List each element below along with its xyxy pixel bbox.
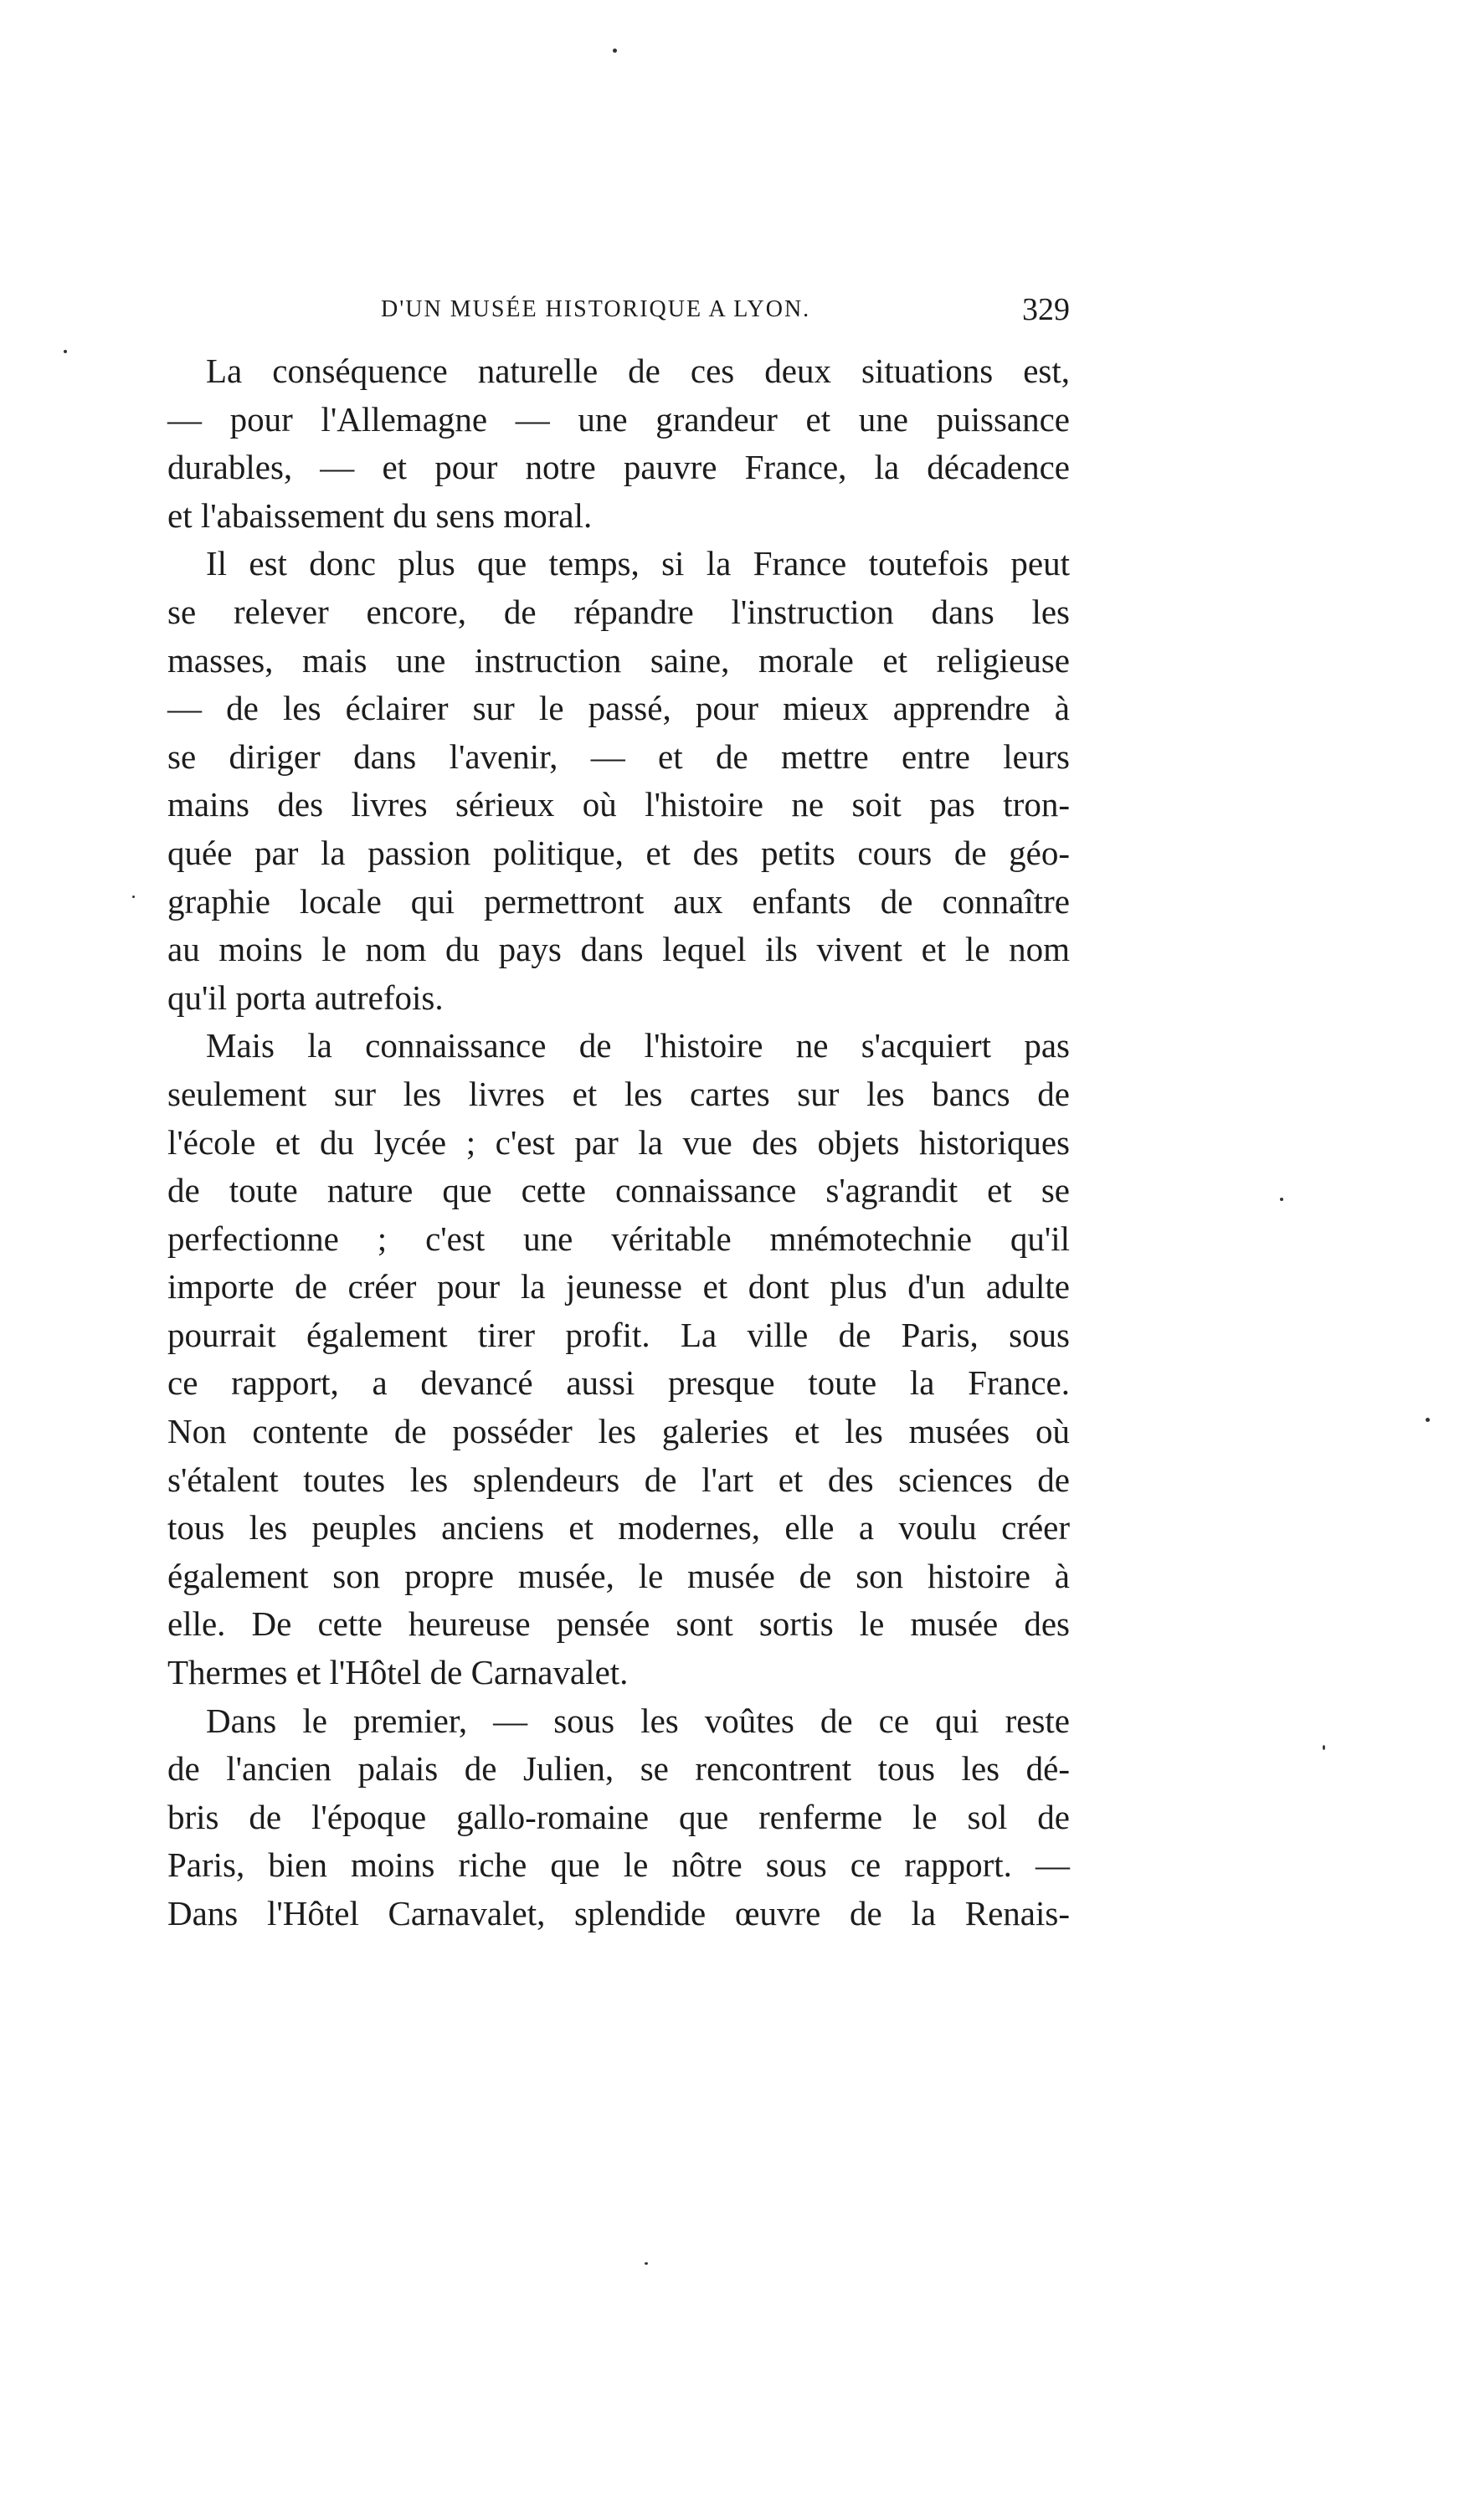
text-line: mains des livres sérieux où l'histoire ne soit pas tron-: [167, 785, 1070, 824]
paper-speck: [1280, 1198, 1283, 1201]
paper-speck: [64, 350, 67, 353]
text-line: — pour l'Allemagne — une grandeur et une puissance: [167, 399, 1070, 439]
paper-speck: [613, 49, 617, 53]
text-line: de l'ancien palais de Julien, se rencontrent tous les dé-: [167, 1749, 1070, 1789]
text-line: — de les éclairer sur le passé, pour mieux apprendre à: [167, 689, 1070, 728]
text-line: Dans l'Hôtel Carnavalet, splendide œuvre de la Renais-: [167, 1894, 1070, 1932]
text-line: l'école et du lycée ; c'est par la vue des objets historiques: [167, 1122, 1070, 1162]
text-line: Mais la connaissance de l'histoire ne s'acquiert pas: [206, 1026, 1070, 1065]
paragraph-1: [167, 347, 1070, 540]
text-line: La conséquence naturelle de ces deux situations est,: [206, 352, 1070, 390]
text-line: ce rapport, a devancé aussi presque toute la France.: [167, 1363, 1070, 1403]
paper-speck: [1426, 1418, 1430, 1422]
text-line: tous les peuples anciens et modernes, elle a voulu créer: [167, 1508, 1070, 1547]
text-line: se relever encore, de répandre l'instruction dans les: [167, 592, 1070, 631]
paragraph-3: [167, 1022, 1070, 1696]
body-text: [167, 347, 1070, 1938]
text-line: importe de créer pour la jeunesse et dont plus d'un adulte: [167, 1267, 1070, 1306]
text-line: qu'il porta autrefois.: [167, 978, 444, 1017]
text-line: durables, — et pour notre pauvre France, la décadence: [167, 448, 1070, 487]
text-line: Thermes et l'Hôtel de Carnavalet.: [167, 1653, 629, 1692]
paragraph-2: [167, 540, 1070, 1022]
text-line: masses, mais une instruction saine, morale et religieuse: [167, 640, 1070, 680]
text-line: quée par la passion politique, et des petits cours de géo-: [167, 833, 1070, 872]
text-line: Il est donc plus que temps, si la France toutefois peut: [206, 544, 1070, 583]
text-line: seulement sur les livres et les cartes sur les bancs de: [167, 1074, 1070, 1113]
text-line: également son propre musée, le musée de son histoire à: [167, 1556, 1070, 1595]
text-line: Dans le premier, — sous les voûtes de ce qui reste: [206, 1701, 1070, 1740]
running-header: [167, 289, 1070, 331]
text-line: perfectionne ; c'est une véritable mnémotechnie qu'il: [167, 1219, 1070, 1258]
paragraph-4: [167, 1697, 1070, 1938]
text-line: Paris, bien moins riche que le nôtre sous ce rapport. —: [167, 1845, 1070, 1885]
paper-speck: [1323, 1745, 1325, 1750]
text-line: Non contente de posséder les galeries et les musées où: [167, 1412, 1070, 1451]
paper-speck: [645, 2262, 648, 2265]
text-line: elle. De cette heureuse pensée sont sortis le musée des: [167, 1604, 1070, 1644]
text-line: se diriger dans l'avenir, — et de mettre entre leurs: [167, 736, 1070, 776]
text-line: graphie locale qui permettront aux enfants de connaître: [167, 881, 1070, 921]
text-line: s'étalent toutes les splendeurs de l'art et des sciences de: [167, 1460, 1070, 1499]
text-line: au moins le nom du pays dans lequel ils vivent et le nom: [167, 930, 1070, 969]
paper-speck: [132, 896, 135, 898]
text-line: et l'abaissement du sens moral.: [167, 495, 593, 535]
text-line: de toute nature que cette connaissance s'agrandit et se: [167, 1171, 1070, 1210]
running-title: D'UN MUSÉE HISTORIQUE A LYON.: [381, 296, 811, 322]
page-number: 329: [1022, 292, 1070, 327]
text-line: pourrait également tirer profit. La ville de Paris, sous: [167, 1315, 1070, 1354]
text-line: bris de l'époque gallo-romaine que renferme le sol de: [167, 1797, 1070, 1836]
